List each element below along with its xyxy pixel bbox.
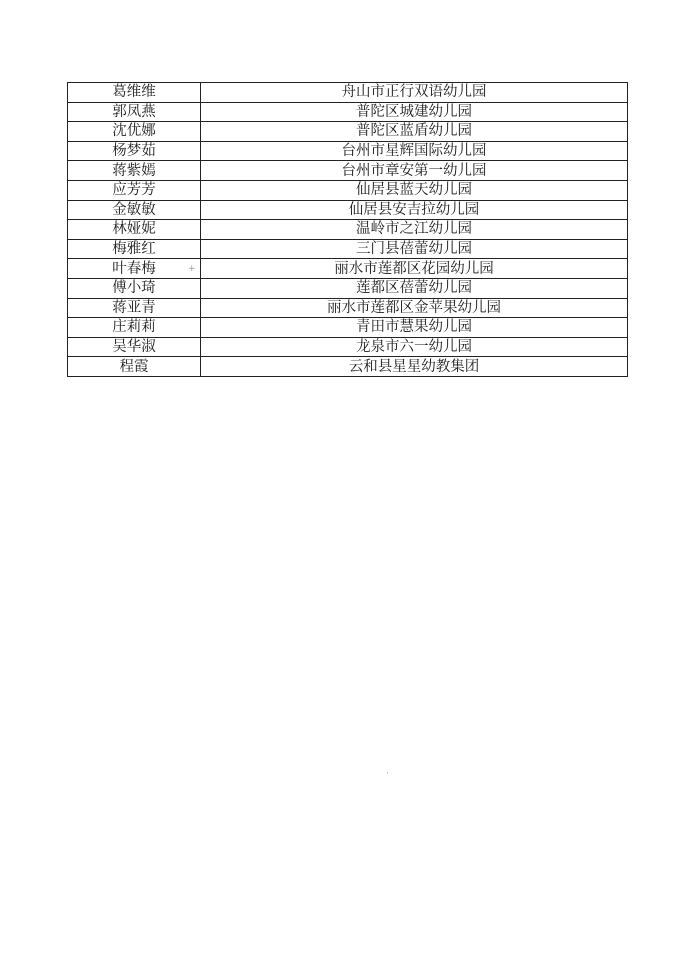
table-row: [68, 141, 628, 161]
teacher-name-cell: 程霞: [68, 357, 201, 377]
table-row: [68, 278, 628, 298]
scan-speck: +: [188, 264, 196, 274]
table-row: [68, 239, 628, 259]
kindergarten-cell: 台州市星辉国际幼儿园: [201, 141, 628, 161]
table-row: [68, 102, 628, 122]
teacher-name-cell: 吴华淑: [68, 337, 201, 357]
table-row: [68, 180, 628, 200]
teacher-name-cell: 林娅妮: [68, 220, 201, 240]
teacher-name-cell: 梅雅红: [68, 239, 201, 259]
table-row: [68, 83, 628, 103]
teacher-name-cell: 庄莉莉: [68, 318, 201, 338]
teacher-name-cell: 杨梦茹: [68, 141, 201, 161]
teacher-name-cell: 叶春梅: [68, 259, 201, 279]
table-row: [68, 161, 628, 181]
table-row: [68, 200, 628, 220]
kindergarten-cell: 仙居县安吉拉幼儿园: [201, 200, 628, 220]
kindergarten-cell: 台州市章安第一幼儿园: [201, 161, 628, 181]
teacher-name-cell: 郭凤燕: [68, 102, 201, 122]
teacher-name-cell: 金敏敏: [68, 200, 201, 220]
scan-speck: ·: [386, 769, 389, 779]
table-row: [68, 298, 628, 318]
kindergarten-cell: 仙居县蓝天幼儿园: [201, 180, 628, 200]
kindergarten-cell: 温岭市之江幼儿园: [201, 220, 628, 240]
kindergarten-cell: 龙泉市六一幼儿园: [201, 337, 628, 357]
teacher-name-cell: 应芳芳: [68, 180, 201, 200]
teacher-name-cell: 蒋紫嫣: [68, 161, 201, 181]
teacher-name-cell: 葛维维: [68, 83, 201, 103]
kindergarten-cell: 丽水市莲都区金苹果幼儿园: [201, 298, 628, 318]
kindergarten-cell: 丽水市莲都区花园幼儿园: [201, 259, 628, 279]
table-row: [68, 337, 628, 357]
kindergarten-cell: 云和县星星幼教集团: [201, 357, 628, 377]
kindergarten-cell: 普陀区城建幼儿园: [201, 102, 628, 122]
kindergarten-cell: 青田市慧果幼儿园: [201, 318, 628, 338]
table-row: [68, 318, 628, 338]
teacher-name-cell: 沈优娜: [68, 122, 201, 142]
kindergarten-cell: 莲都区蓓蕾幼儿园: [201, 278, 628, 298]
table-row: [68, 220, 628, 240]
teacher-name-cell: 蒋亚青: [68, 298, 201, 318]
kindergarten-cell: 三门县蓓蕾幼儿园: [201, 239, 628, 259]
teacher-name-cell: 傅小琦: [68, 278, 201, 298]
roster-table: [67, 82, 628, 377]
table-row: [68, 357, 628, 377]
table-row: [68, 259, 628, 279]
table-row: [68, 122, 628, 142]
kindergarten-cell: 舟山市正行双语幼儿园: [201, 83, 628, 103]
kindergarten-cell: 普陀区蓝盾幼儿园: [201, 122, 628, 142]
